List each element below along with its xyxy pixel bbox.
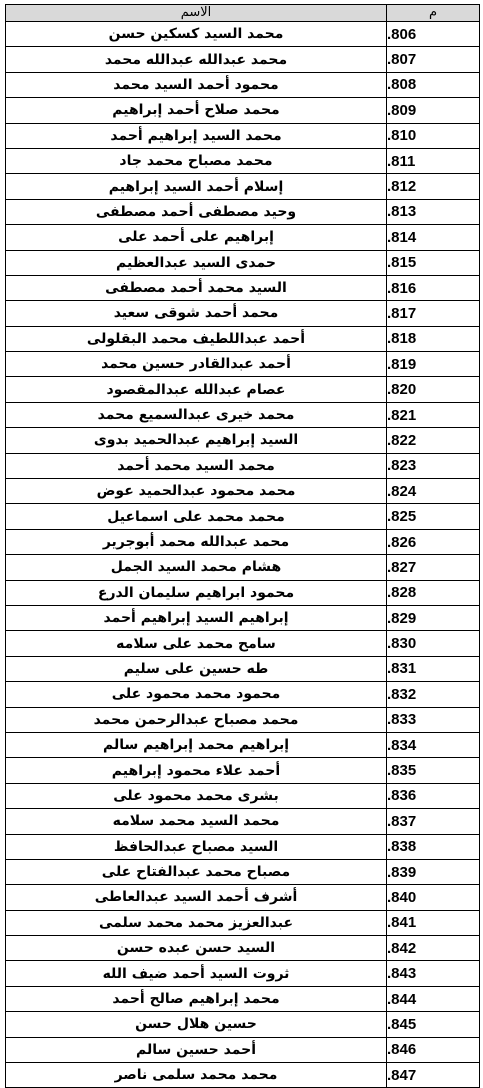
table-row xyxy=(6,758,480,783)
serial-number: .826 xyxy=(387,529,480,554)
person-name: محمود ابراهيم سليمان الدرع xyxy=(6,580,387,605)
serial-number: .828 xyxy=(387,580,480,605)
person-name: السيد مصباح عبدالحافظ xyxy=(6,834,387,859)
serial-number: .847 xyxy=(387,1063,480,1088)
serial-number: .829 xyxy=(387,605,480,630)
serial-number: .844 xyxy=(387,986,480,1011)
table-row xyxy=(6,98,480,123)
table-row xyxy=(6,377,480,402)
table-row xyxy=(6,1063,480,1088)
table-row xyxy=(6,656,480,681)
serial-number: .846 xyxy=(387,1037,480,1062)
person-name: محمد أحمد شوقى سعيد xyxy=(6,301,387,326)
serial-number: .806 xyxy=(387,22,480,47)
person-name: محمد السيد إبراهيم أحمد xyxy=(6,123,387,148)
serial-number: .817 xyxy=(387,301,480,326)
serial-number: .814 xyxy=(387,225,480,250)
serial-number: .843 xyxy=(387,961,480,986)
person-name: بشرى محمد محمود على xyxy=(6,783,387,808)
name-list-page xyxy=(5,4,479,1088)
serial-number: .836 xyxy=(387,783,480,808)
person-name: محمد مصباح عبدالرحمن محمد xyxy=(6,707,387,732)
serial-number: .833 xyxy=(387,707,480,732)
table-row xyxy=(6,148,480,173)
person-name: طه حسين على سليم xyxy=(6,656,387,681)
serial-number: .816 xyxy=(387,275,480,300)
person-name: محمد السيد محمد سلامه xyxy=(6,809,387,834)
table-row xyxy=(6,22,480,47)
person-name: محمد السيد محمد أحمد xyxy=(6,453,387,478)
table-row xyxy=(6,225,480,250)
table-row xyxy=(6,555,480,580)
person-name: محمد محمد على اسماعيل xyxy=(6,504,387,529)
table-row xyxy=(6,199,480,224)
serial-number: .812 xyxy=(387,174,480,199)
person-name: إبراهيم محمد إبراهيم سالم xyxy=(6,732,387,757)
serial-number: .841 xyxy=(387,910,480,935)
serial-number: .845 xyxy=(387,1012,480,1037)
serial-number: .834 xyxy=(387,732,480,757)
person-name: محمد إبراهيم صالح أحمد xyxy=(6,986,387,1011)
table-row xyxy=(6,885,480,910)
serial-number: .840 xyxy=(387,885,480,910)
serial-number: .830 xyxy=(387,631,480,656)
table-row xyxy=(6,1012,480,1037)
person-name: السيد إبراهيم عبدالحميد بدوى xyxy=(6,428,387,453)
person-name: أحمد حسين سالم xyxy=(6,1037,387,1062)
serial-number: .827 xyxy=(387,555,480,580)
serial-number: .811 xyxy=(387,148,480,173)
name-column-header: الاسم xyxy=(6,5,387,22)
table-row xyxy=(6,123,480,148)
table-row xyxy=(6,961,480,986)
table-row xyxy=(6,936,480,961)
serial-number: .820 xyxy=(387,377,480,402)
table-row xyxy=(6,479,480,504)
table-row xyxy=(6,174,480,199)
serial-number: .837 xyxy=(387,809,480,834)
names-table xyxy=(5,4,480,1088)
serial-number: .822 xyxy=(387,428,480,453)
table-row xyxy=(6,631,480,656)
person-name: هشام محمد السيد الجمل xyxy=(6,555,387,580)
table-row xyxy=(6,682,480,707)
table-row xyxy=(6,453,480,478)
person-name: أحمد عبداللطيف محمد البقلولى xyxy=(6,326,387,351)
table-row xyxy=(6,986,480,1011)
person-name: حمدى السيد عبدالعظيم xyxy=(6,250,387,275)
table-row xyxy=(6,326,480,351)
person-name: محمود أحمد السيد محمد xyxy=(6,72,387,97)
serial-number: .825 xyxy=(387,504,480,529)
person-name: مصباح محمد عبدالفتاح على xyxy=(6,859,387,884)
table-row xyxy=(6,428,480,453)
table-row xyxy=(6,707,480,732)
person-name: محمد محمد سلمى ناصر xyxy=(6,1063,387,1088)
table-row xyxy=(6,402,480,427)
serial-number: .832 xyxy=(387,682,480,707)
table-body xyxy=(6,22,480,1088)
serial-number: .809 xyxy=(387,98,480,123)
person-name: محمد محمود عبدالحميد عوض xyxy=(6,479,387,504)
serial-number: .808 xyxy=(387,72,480,97)
serial-number: .818 xyxy=(387,326,480,351)
table-row xyxy=(6,910,480,935)
person-name: أحمد علاء محمود إبراهيم xyxy=(6,758,387,783)
table-row xyxy=(6,504,480,529)
table-row xyxy=(6,72,480,97)
person-name: محمد عبدالله محمد أبوجرير xyxy=(6,529,387,554)
serial-number: .839 xyxy=(387,859,480,884)
person-name: عبدالعزيز محمد محمد سلمى xyxy=(6,910,387,935)
table-row xyxy=(6,834,480,859)
person-name: حسين هلال حسن xyxy=(6,1012,387,1037)
person-name: محمد خيرى عبدالسميع محمد xyxy=(6,402,387,427)
serial-number: .815 xyxy=(387,250,480,275)
number-column-header: م xyxy=(387,5,480,22)
person-name: أشرف أحمد السيد عبدالعاطى xyxy=(6,885,387,910)
table-row xyxy=(6,859,480,884)
person-name: سامح محمد على سلامه xyxy=(6,631,387,656)
table-row xyxy=(6,301,480,326)
table-row xyxy=(6,47,480,72)
serial-number: .838 xyxy=(387,834,480,859)
person-name: محمد مصباح محمد جاد xyxy=(6,148,387,173)
table-row xyxy=(6,1037,480,1062)
serial-number: .807 xyxy=(387,47,480,72)
person-name: إبراهيم على أحمد على xyxy=(6,225,387,250)
serial-number: .835 xyxy=(387,758,480,783)
person-name: محمد السيد كسكين حسن xyxy=(6,22,387,47)
serial-number: .831 xyxy=(387,656,480,681)
person-name: إسلام أحمد السيد إبراهيم xyxy=(6,174,387,199)
table-row xyxy=(6,783,480,808)
person-name: محمد عبدالله عبدالله محمد xyxy=(6,47,387,72)
serial-number: .819 xyxy=(387,352,480,377)
table-row xyxy=(6,250,480,275)
person-name: أحمد عبدالقادر حسين محمد xyxy=(6,352,387,377)
table-row xyxy=(6,605,480,630)
person-name: ثروت السيد أحمد ضيف الله xyxy=(6,961,387,986)
person-name: محمد صلاح أحمد إبراهيم xyxy=(6,98,387,123)
serial-number: .823 xyxy=(387,453,480,478)
person-name: عصام عبدالله عبدالمقصود xyxy=(6,377,387,402)
serial-number: .842 xyxy=(387,936,480,961)
table-row xyxy=(6,352,480,377)
table-row xyxy=(6,809,480,834)
person-name: محمود محمد محمود على xyxy=(6,682,387,707)
table-row xyxy=(6,580,480,605)
table-row xyxy=(6,732,480,757)
serial-number: .821 xyxy=(387,402,480,427)
table-row xyxy=(6,529,480,554)
serial-number: .813 xyxy=(387,199,480,224)
person-name: السيد حسن عبده حسن xyxy=(6,936,387,961)
table-header-row xyxy=(6,5,480,22)
serial-number: .824 xyxy=(387,479,480,504)
person-name: وحيد مصطفى أحمد مصطفى xyxy=(6,199,387,224)
serial-number: .810 xyxy=(387,123,480,148)
person-name: السيد محمد أحمد مصطفى xyxy=(6,275,387,300)
table-row xyxy=(6,275,480,300)
person-name: إبراهيم السيد إبراهيم أحمد xyxy=(6,605,387,630)
